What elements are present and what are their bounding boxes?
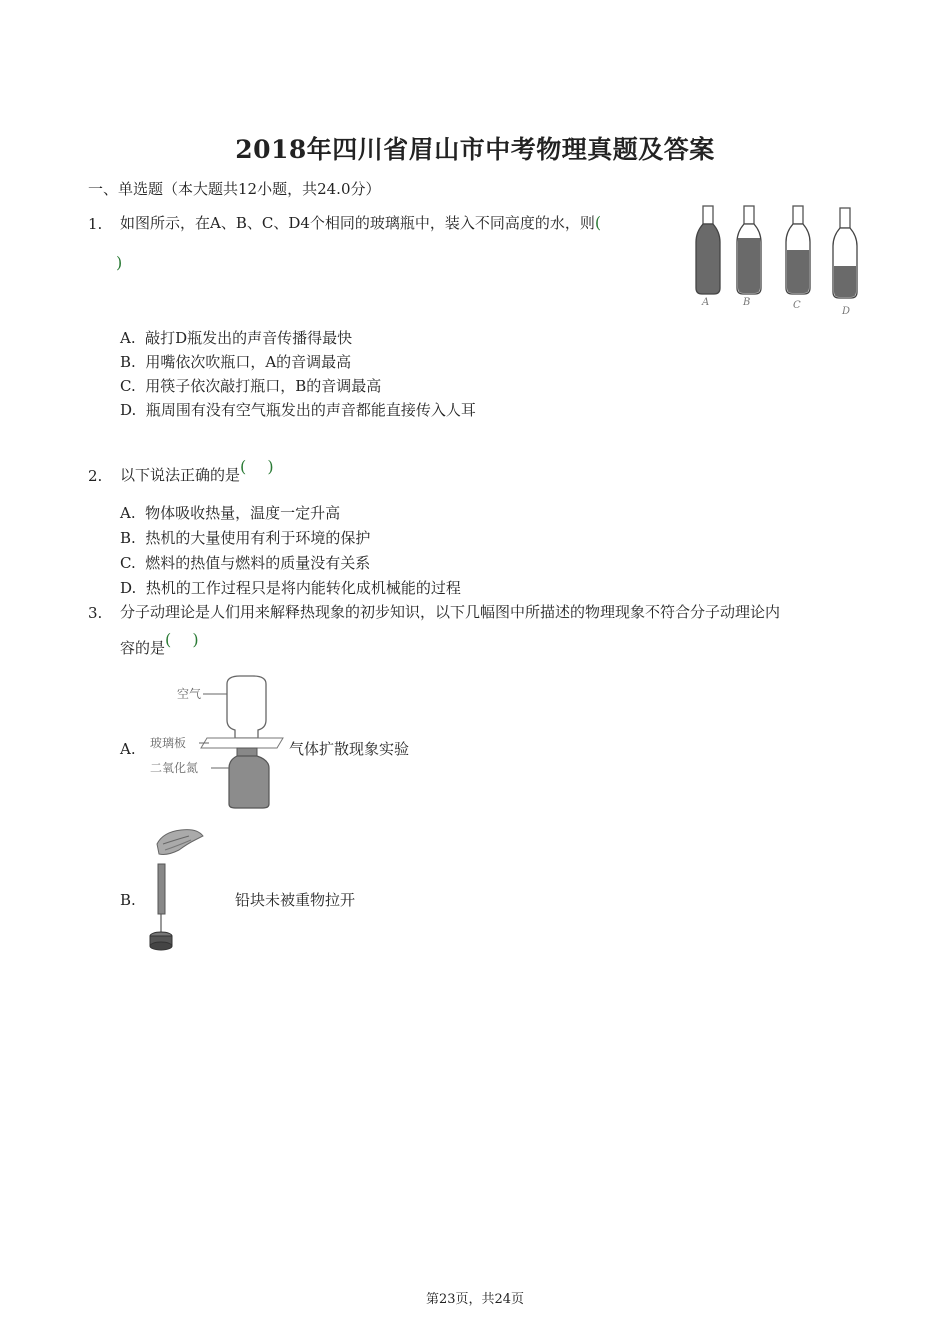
bottle-d [833, 208, 857, 317]
bottle-label-d: D [842, 306, 851, 317]
question-2-option-a: A. 物体吸收热量，温度一定升高 [120, 504, 341, 522]
question-3-option-a-letter: A. [120, 740, 136, 758]
lead-blocks [158, 864, 165, 914]
bottle-a [696, 206, 720, 308]
bottle-b [737, 206, 761, 308]
label-nitrogen-dioxide: 二氧化氮 [150, 761, 199, 775]
question-3-option-b-letter: B. [120, 891, 136, 909]
question-1-stem: 如图所示，在A、B、C、D4个相同的玻璃瓶中，装入不同高度的水，则 [120, 214, 595, 232]
question-1-option-c: C. 用筷子依次敲打瓶口，B的音调最高 [120, 377, 382, 395]
heavy-weight [150, 932, 172, 950]
label-air: 空气 [177, 687, 202, 701]
answer-paren: ( ) [240, 457, 274, 476]
question-2-option-b: B. 热机的大量使用有利于环境的保护 [120, 529, 371, 547]
question-3-option-a-text: 气体扩散现象实验 [289, 740, 410, 758]
question-2-option-d: D. 热机的工作过程只是将内能转化成机械能的过程 [120, 579, 461, 597]
glass-plate [201, 738, 283, 748]
document-title: 2018年四川省眉山市中考物理真题及答案 [235, 135, 715, 164]
air-bottle [227, 676, 266, 738]
diffusion-experiment-figure [145, 672, 290, 814]
bottle-label-c: C [793, 300, 801, 311]
question-3-text-line2: 容的是( ) [120, 630, 199, 657]
answer-paren-open: ( [594, 213, 602, 232]
question-2-number: 2. [88, 467, 103, 485]
question-2-option-c: C. 燃料的热值与燃料的质量没有关系 [120, 554, 371, 572]
bottle-label-a: A [702, 297, 710, 308]
question-3-number: 3. [88, 604, 103, 622]
question-3-option-b-text: 铅块未被重物拉开 [235, 891, 356, 909]
answer-paren: ( ) [165, 630, 199, 649]
question-1-option-a: A. 敲打D瓶发出的声音传播得最快 [120, 329, 353, 347]
nitrogen-dioxide-bottle [229, 748, 269, 808]
page-footer: 第23页，共24页 [425, 1292, 525, 1307]
bottle-label-b: B [743, 297, 751, 308]
question-1-option-d: D. 瓶周围有没有空气瓶发出的声音都能直接传入人耳 [120, 401, 476, 419]
label-glass-plate: 玻璃板 [150, 736, 187, 750]
bottle-c [786, 206, 810, 311]
question-1-option-b: B. 用嘴依次吹瓶口，A的音调最高 [120, 353, 352, 371]
answer-paren-close: ) [116, 253, 123, 272]
section-heading: 一、单选题（本大题共12小题，共24.0分） [88, 180, 381, 198]
question-1-number: 1. [88, 215, 103, 233]
question-1-text [120, 211, 601, 235]
bottles-figure [682, 198, 872, 323]
hand-icon [157, 830, 203, 855]
lead-block-figure [145, 822, 215, 960]
question-2-text: 以下说法正确的是( ) [120, 457, 274, 484]
question-3-text-line1: 分子动理论是人们用来解释热现象的初步知识，以下几幅图中所描述的物理现象不符合分子动理论内 [120, 603, 781, 621]
